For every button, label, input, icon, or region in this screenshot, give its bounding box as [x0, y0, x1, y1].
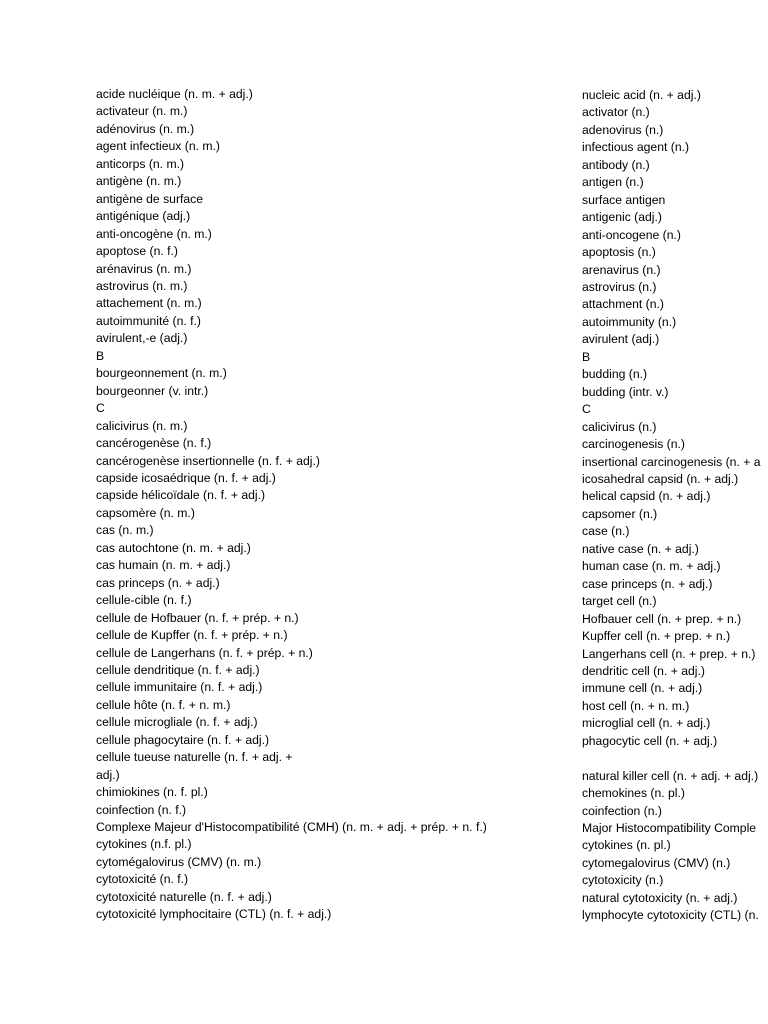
english-term: capsomer (n.)	[582, 506, 658, 521]
french-term: capsomère (n. m.)	[96, 505, 195, 520]
english-term: immune cell (n. + adj.)	[582, 681, 703, 696]
english-term: human case (n. m. + adj.)	[582, 559, 721, 574]
english-term: attachment (n.)	[582, 297, 664, 312]
english-term: antigenic (adj.)	[582, 210, 662, 225]
french-term: activateur (n. m.)	[96, 104, 188, 119]
french-term: cytokines (n.f. pl.)	[96, 837, 192, 852]
french-term: adénovirus (n. m.)	[96, 121, 195, 136]
english-term: natural killer cell (n. + adj. + adj.)	[582, 768, 759, 783]
french-term: cellule de Hofbauer (n. f. + prép. + n.)	[96, 610, 299, 625]
english-term: B	[582, 349, 591, 364]
french-term: anti-oncogène (n. m.)	[96, 226, 212, 241]
english-term: apoptosis (n.)	[582, 245, 656, 260]
english-term: natural cytotoxicity (n. + adj.)	[582, 890, 738, 905]
french-term: cytotoxicité lymphocitaire (CTL) (n. f. + adj.)	[96, 907, 332, 922]
english-term: antigen (n.)	[582, 175, 644, 190]
french-term: bourgeonner (v. intr.)	[96, 383, 209, 398]
english-term: infectious agent (n.)	[582, 140, 690, 155]
english-term: Kupffer cell (n. + prep. + n.)	[582, 629, 731, 644]
english-term: cytomegalovirus (CMV) (n.)	[582, 855, 731, 870]
english-term-column	[582, 87, 761, 925]
french-term: cytotoxicité (n. f.)	[96, 872, 189, 887]
french-term: cas (n. m.)	[96, 523, 154, 538]
french-term: capside icosaédrique (n. f. + adj.)	[96, 470, 276, 485]
french-term: cellule phagocytaire (n. f. + adj.)	[96, 732, 270, 747]
english-term: microglial cell (n. + adj.)	[582, 716, 711, 731]
english-term: insertional carcinogenesis (n. + a	[582, 454, 761, 469]
french-term: C	[96, 401, 105, 416]
french-term: cellule immunitaire (n. f. + adj.)	[96, 680, 263, 695]
french-term: cancérogenèse (n. f.)	[96, 436, 212, 451]
english-term: Langerhans cell (n. + prep. + n.)	[582, 646, 756, 661]
french-term: cas autochtone (n. m. + adj.)	[96, 540, 251, 555]
french-term: cas humain (n. m. + adj.)	[96, 558, 231, 573]
french-term: apoptose (n. f.)	[96, 244, 178, 259]
french-term: agent infectieux (n. m.)	[96, 139, 220, 154]
english-term: Hofbauer cell (n. + prep. + n.)	[582, 611, 742, 626]
english-term: target cell (n.)	[582, 594, 657, 609]
english-term: C	[582, 402, 591, 417]
english-term: dendritic cell (n. + adj.)	[582, 663, 705, 678]
french-term: attachement (n. m.)	[96, 296, 202, 311]
english-term: case princeps (n. + adj.)	[582, 576, 713, 591]
french-term-column	[96, 86, 487, 924]
french-term: Complexe Majeur d'Histocompatibilité (CMH) (n. m. + adj. + prép. + n. f.)	[96, 820, 487, 835]
french-term: chimiokines (n. f. pl.)	[96, 785, 208, 800]
french-term: astrovirus (n. m.)	[96, 278, 188, 293]
english-term	[582, 750, 761, 767]
french-term: capside hélicoïdale (n. f. + adj.)	[96, 488, 266, 503]
french-term: acide nucléique (n. m. + adj.)	[96, 87, 253, 101]
french-term: antigène (n. m.)	[96, 174, 182, 189]
english-term: antibody (n.)	[582, 157, 650, 172]
french-term: cas princeps (n. + adj.)	[96, 575, 220, 590]
french-term: autoimmunité (n. f.)	[96, 313, 201, 328]
english-term: surface antigen	[582, 192, 666, 207]
french-term: arénavirus (n. m.)	[96, 261, 192, 276]
english-term: nucleic acid (n. + adj.)	[582, 88, 701, 102]
french-term: B	[96, 348, 105, 363]
english-term: icosahedral capsid (n. + adj.)	[582, 471, 739, 486]
english-term: activator (n.)	[582, 105, 650, 120]
french-term: antigénique (adj.)	[96, 209, 191, 224]
english-term: case (n.)	[582, 524, 630, 539]
english-term: cytotoxicity (n.)	[582, 873, 664, 888]
english-term: budding (n.)	[582, 367, 648, 382]
french-term: cellule de Langerhans (n. f. + prép. + n.)	[96, 645, 313, 660]
french-term: adj.)	[96, 767, 120, 782]
english-term: native case (n. + adj.)	[582, 541, 699, 556]
english-term: lymphocyte cytotoxicity (CTL) (n.	[582, 908, 759, 923]
french-term: cellule tueuse naturelle (n. f. + adj. +	[96, 750, 293, 765]
french-term: bourgeonnement (n. m.)	[96, 366, 227, 381]
french-term: coinfection (n. f.)	[96, 802, 187, 817]
french-term: cellule microgliale (n. f. + adj.)	[96, 715, 258, 730]
french-term: antigène de surface	[96, 191, 204, 206]
french-term: calicivirus (n. m.)	[96, 418, 188, 433]
english-term: chemokines (n. pl.)	[582, 786, 685, 801]
english-term: budding (intr. v.)	[582, 384, 669, 399]
french-term: anticorps (n. m.)	[96, 156, 185, 171]
french-term: cellule hôte (n. f. + n. m.)	[96, 697, 231, 712]
french-term: cancérogenèse insertionnelle (n. f. + adj.)	[96, 453, 320, 468]
english-term: helical capsid (n. + adj.)	[582, 489, 711, 504]
french-term: avirulent,-e (adj.)	[96, 331, 188, 346]
english-term: calicivirus (n.)	[582, 419, 657, 434]
english-term: Major Histocompatibility Comple	[582, 821, 757, 836]
english-term: phagocytic cell (n. + adj.)	[582, 733, 718, 748]
french-term: cellule-cible (n. f.)	[96, 593, 192, 608]
french-term: cellule dendritique (n. f. + adj.)	[96, 662, 260, 677]
english-term: host cell (n. + n. m.)	[582, 698, 690, 713]
french-term: cytotoxicité naturelle (n. f. + adj.)	[96, 889, 272, 904]
english-term: anti-oncogene (n.)	[582, 227, 681, 242]
english-term: avirulent (adj.)	[582, 332, 660, 347]
french-term: cytomégalovirus (CMV) (n. m.)	[96, 854, 262, 869]
english-term: autoimmunity (n.)	[582, 314, 677, 329]
french-term: cellule de Kupffer (n. f. + prép. + n.)	[96, 628, 288, 643]
english-term: carcinogenesis (n.)	[582, 437, 685, 452]
english-term: arenavirus (n.)	[582, 262, 661, 277]
english-term: adenovirus (n.)	[582, 122, 664, 137]
english-term: coinfection (n.)	[582, 803, 662, 818]
english-term: cytokines (n. pl.)	[582, 838, 671, 853]
english-term: astrovirus (n.)	[582, 279, 657, 294]
